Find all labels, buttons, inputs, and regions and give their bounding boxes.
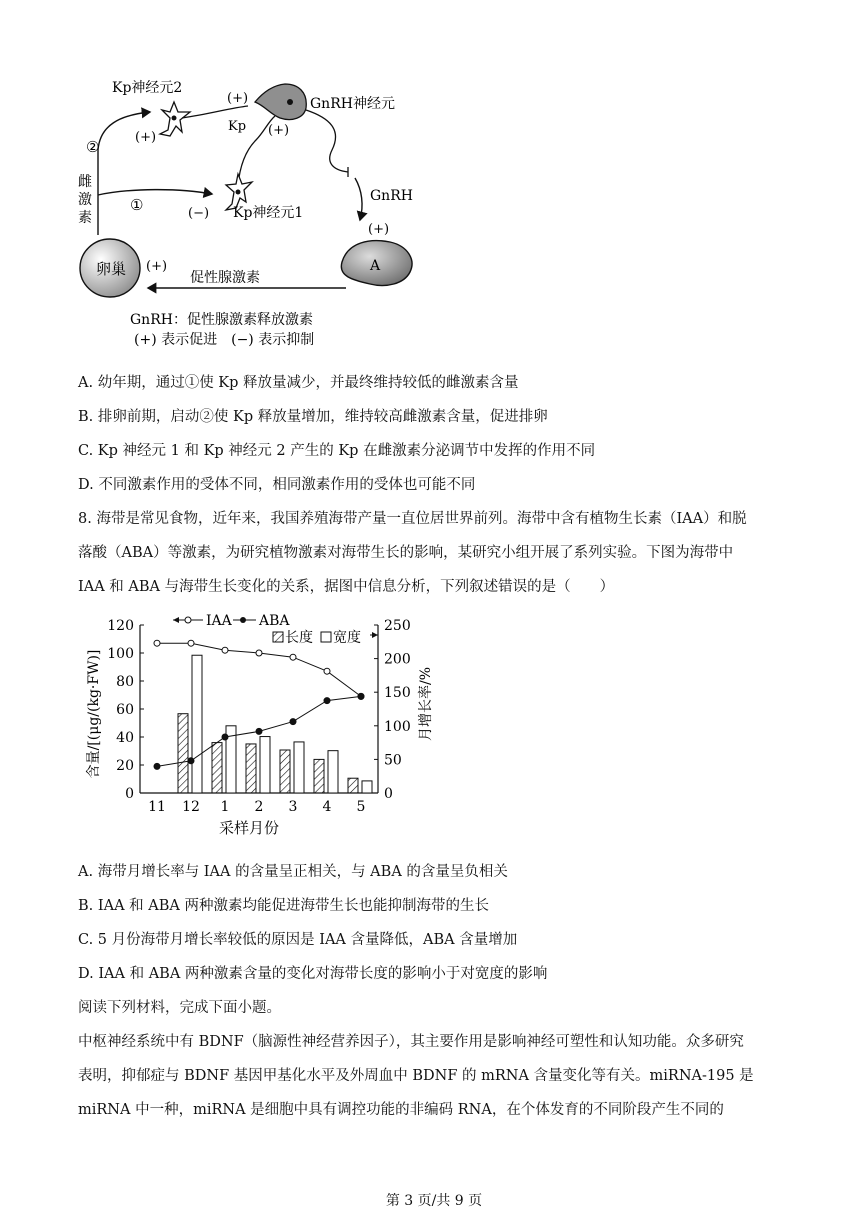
kp-label: Kp [228, 119, 247, 134]
hormone-regulation-diagram [70, 70, 430, 355]
gonadotropin-label: 促性腺激素 [190, 270, 260, 286]
legend-length: 长度 [285, 630, 313, 646]
kp-neuron-2 [160, 102, 190, 136]
q8-option-b: B. IAA 和 ABA 两种激素均能促进海带生长也能抑制海带的生长 [78, 898, 489, 914]
iaa-point [154, 640, 160, 646]
a-plus: (+) [368, 222, 390, 237]
aba-point [188, 758, 194, 764]
x-tick-label: 3 [288, 799, 298, 815]
gnrh-plus-right: (+) [268, 123, 290, 138]
estrogen-arrow-1 [98, 190, 212, 195]
x-tick-label: 11 [148, 799, 166, 815]
gnrh-neuron-label: GnRH神经元 [310, 96, 395, 112]
y-tick-label: 20 [116, 758, 134, 774]
legend-width: 宽度 [333, 630, 361, 646]
reading-intro: 阅读下列材料，完成下面小题。 [78, 1000, 281, 1016]
q8-option-d: D. IAA 和 ABA 两种激素含量的变化对海带长度的影响小于对宽度的影响 [78, 966, 548, 982]
y-tick-label: 120 [107, 618, 134, 634]
aba-point [290, 719, 296, 725]
gnrh-label: GnRH [370, 188, 413, 204]
gnrh-axon [306, 110, 348, 172]
y-tick-label: 80 [116, 674, 134, 690]
kp2-plus: (+) [135, 130, 157, 145]
y-tick-label: 60 [116, 702, 134, 718]
kp2-label: Kp神经元2 [112, 80, 183, 96]
q7-option-a: A. 幼年期，通过①使 Kp 释放量减少，并最终维持较低的雌激素含量 [78, 375, 519, 391]
page-footer: 第 3 页/共 9 页 [385, 1193, 483, 1209]
legend-line-1: GnRH：促性腺激素释放激素 [130, 312, 313, 328]
q8-stem-line-3: IAA 和 ABA 与海带生长变化的关系，据图中信息分析，下列叙述错误的是（ ） [78, 579, 615, 595]
svg-text:素: 素 [78, 210, 92, 226]
bar-length [348, 778, 358, 793]
gnrh-plus-left: (+) [227, 91, 249, 106]
x-tick-label: 5 [356, 799, 366, 815]
y-axis-label: 含量/[(μg/(kg·FW)] [86, 649, 102, 779]
legend-iaa: IAA [206, 613, 232, 629]
iaa-point [188, 640, 194, 646]
legend-line-2: (+) 表示促进 (−) 表示抑制 [134, 332, 315, 348]
q8-option-a: A. 海带月增长率与 IAA 的含量呈正相关，与 ABA 的含量呈负相关 [78, 864, 508, 880]
reading-line-3: miRNA 中一种，miRNA 是细胞中具有调控功能的非编码 RNA，在个体发育的不同阶段产生不同的 [78, 1102, 724, 1118]
y2-tick-label: 200 [384, 651, 411, 668]
circle-1: ① [130, 196, 144, 214]
bar-width [294, 742, 304, 793]
bar-width [260, 737, 270, 793]
gnrh-arrow [355, 178, 362, 220]
y2-tick-label: 150 [384, 685, 411, 702]
iaa-aba-chart [78, 605, 458, 845]
bar-length [246, 744, 256, 793]
q8-option-c: C. 5 月份海带月增长率较低的原因是 IAA 含量降低，ABA 含量增加 [78, 932, 518, 948]
q7-option-b: B. 排卵前期，启动②使 Kp 释放量增加，维持较高雌激素含量，促进排卵 [78, 409, 548, 425]
estrogen-label [78, 174, 92, 226]
reading-line-2: 表明，抑郁症与 BDNF 基因甲基化水平及外周血中 BDNF 的 mRNA 含量变化等有关。miRNA-195 是 [78, 1068, 754, 1084]
x-axis-label: 采样月份 [218, 819, 280, 837]
reading-line-1: 中枢神经系统中有 BDNF（脑源性神经营养因子），其主要作用是影响神经可塑性和认知功能。众多研究 [78, 1034, 744, 1050]
aba-point [154, 763, 160, 769]
y-tick-label: 0 [125, 786, 134, 802]
kp2-axon [182, 106, 248, 118]
a-label: A [370, 258, 381, 274]
x-tick-label: 1 [220, 799, 230, 815]
iaa-point [222, 647, 228, 653]
aba-point [256, 728, 262, 734]
bar-length [280, 750, 290, 793]
kp1-minus: (−) [188, 206, 210, 221]
aba-point [222, 734, 228, 740]
y2-tick-label: 0 [384, 786, 393, 802]
x-tick-label: 2 [254, 799, 264, 815]
x-tick-label: 12 [182, 799, 200, 815]
aba-point [324, 698, 330, 704]
ovary-label: 卵巢 [96, 260, 127, 278]
gnrh-neuron [255, 84, 306, 120]
y2-tick-label: 100 [384, 718, 411, 735]
y2-axis-label: 月增长率/% [418, 666, 434, 742]
bar-length [178, 714, 188, 793]
y-tick-label: 100 [107, 646, 134, 662]
bar-length [314, 759, 324, 793]
y-tick-label: 40 [116, 730, 134, 746]
bar-length [212, 743, 222, 793]
q7-option-d: D. 不同激素作用的受体不同，相同激素作用的受体也可能不同 [78, 477, 476, 493]
svg-text:激: 激 [78, 192, 92, 208]
q8-stem-line-2: 落酸（ABA）等激素，为研究植物激素对海带生长的影响，某研究小组开展了系列实验。下图为海带中 [78, 545, 734, 561]
chart-legend [173, 613, 378, 646]
bar-width [192, 655, 202, 793]
ovary-plus: (+) [146, 259, 168, 274]
x-tick-label: 4 [322, 799, 332, 815]
iaa-point [290, 654, 296, 660]
kp1-label: Kp神经元1 [233, 205, 304, 221]
y2-tick-label: 50 [384, 752, 402, 769]
circle-2: ② [86, 138, 100, 156]
q7-option-c: C. Kp 神经元 1 和 Kp 神经元 2 产生的 Kp 在雌激素分泌调节中发挥的作用不同 [78, 443, 596, 459]
legend-aba: ABA [259, 613, 290, 629]
iaa-point [324, 668, 330, 674]
y2-tick-label: 250 [384, 618, 411, 634]
q8-stem-line-1: 8. 海带是常见食物，近年来，我国养殖海带产量一直位居世界前列。海带中含有植物生长素（IAA）和脱 [78, 511, 747, 527]
bar-width [362, 781, 372, 793]
bar-width [328, 751, 338, 793]
aba-point [358, 693, 364, 699]
iaa-point [256, 650, 262, 656]
svg-text:雌: 雌 [78, 174, 92, 190]
